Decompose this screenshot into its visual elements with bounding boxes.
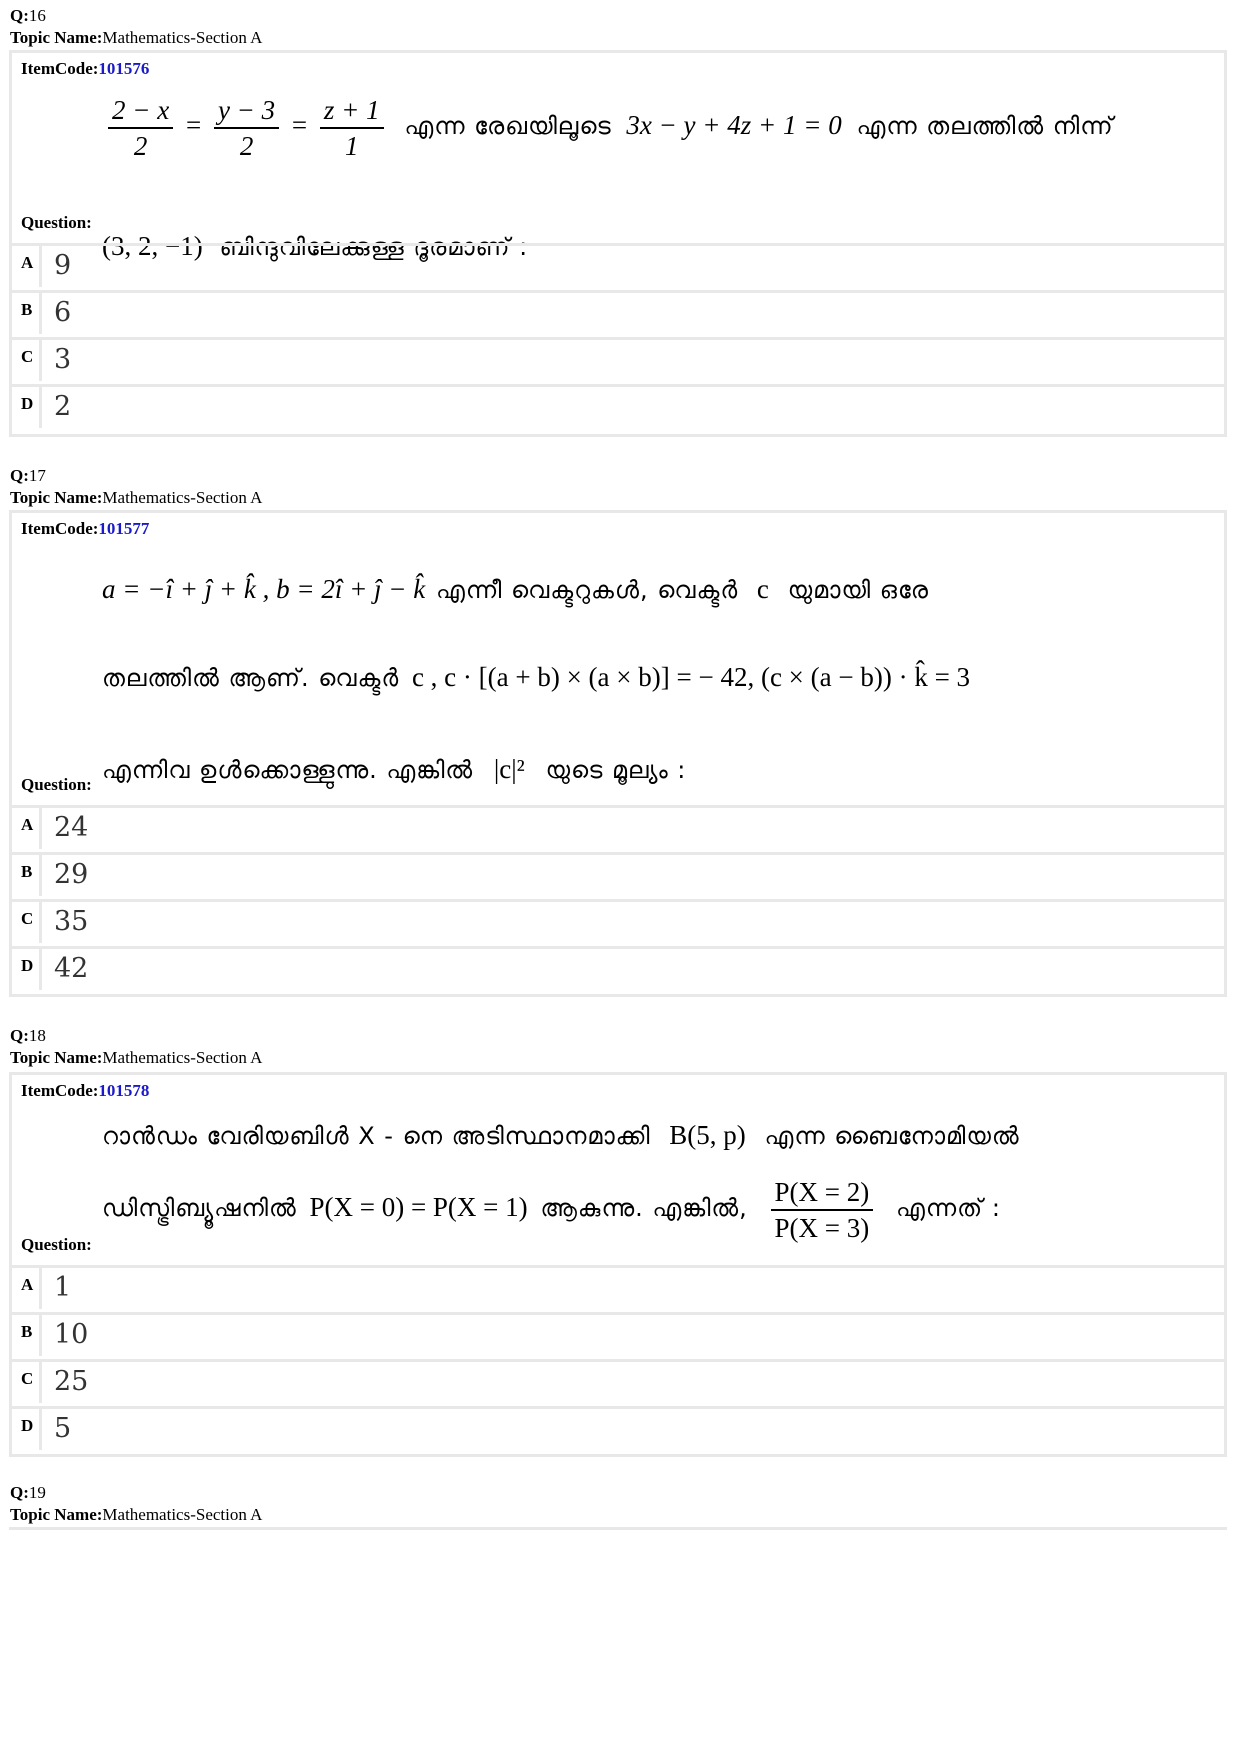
- option-c[interactable]: C 3: [12, 337, 1224, 381]
- question-header-16: [10, 5, 262, 49]
- q-label: Q:: [10, 6, 29, 25]
- question-header-17: Q:17 Topic Name:Mathematics-Section A: [10, 466, 263, 507]
- question-text: റാൻഡം വേരിയബിൾ X - നെ അടിസ്ഥാനമാക്കി B(5, p) എന്ന ബൈനോമിയൽ ഡിസ്ട്രിബ്യൂഷനിൽ P(X = 0) = P(X = 1) ആകുന്നു. എങ്കിൽ, $\frac{P(X = 2)}{P(X = 3)}$ എന്നത് :: [102, 1120, 1020, 1243]
- question-label: Question:: [21, 775, 92, 794]
- question-card-16: [9, 50, 1227, 437]
- item-code: ItemCode:101577: [21, 519, 150, 538]
- option-a[interactable]: A 24: [12, 805, 1224, 849]
- question-label: Question:: [21, 1235, 92, 1254]
- question-card-17: [9, 510, 1227, 997]
- option-d[interactable]: D 2: [12, 384, 1224, 428]
- fraction: $\frac{z + 1}{1}$: [320, 93, 384, 163]
- topic-name: Mathematics-Section A: [102, 28, 263, 47]
- option-a[interactable]: A 1: [12, 1265, 1224, 1309]
- card-top-border: [9, 1527, 1227, 1530]
- option-a[interactable]: A 9: [12, 243, 1224, 287]
- question-card-18: [9, 1072, 1227, 1457]
- option-c[interactable]: C 25: [12, 1359, 1224, 1403]
- option-d[interactable]: D 5: [12, 1406, 1224, 1450]
- option-c[interactable]: C 35: [12, 899, 1224, 943]
- question-number: 16: [28, 6, 46, 25]
- item-code: ItemCode:101576: [21, 59, 150, 78]
- question-header-19: Q:19 Topic Name:Mathematics-Section A: [10, 1483, 263, 1524]
- fraction: $\frac{P(X = 2)}{P(X = 3)}$: [771, 1175, 874, 1245]
- question-label: Question:: [21, 213, 92, 232]
- question-text: $\frac{2 - x}{2}$ = $\frac{y - 3}{2}$ = $\frac{z + 1}{1}$ എന്ന രേഖയിലൂടെ 3x − y + 4z + 1 = 0 എന്ന തലത്തിൽ നിന്ന് (3, 2, −1) ബിന്ദുവിലേക്കുള്ള ദൂരമാണ് :: [102, 95, 1114, 261]
- item-code: ItemCode:101578: [21, 1081, 150, 1100]
- fraction: $\frac{y - 3}{2}$: [214, 93, 279, 163]
- option-b[interactable]: B 10: [12, 1312, 1224, 1356]
- topic-label: Topic Name:: [10, 28, 103, 47]
- question-text: a = −î + ĵ + k̂ , b = 2î + ĵ − k̂ എന്നീ വെക്ടറുകൾ, വെക്ടർ c യുമായി ഒരേ തലത്തിൽ ആണ്. വെക്ടർ c , c · [(a + b) × (a × b)] = − 42, (c × (a − b)) · k̂ = 3 എന്നിവ ഉൾക്കൊള്ളുന്നു. എങ്കിൽ |c|² യുടെ മൂല്യം :: [102, 574, 971, 784]
- question-header-18: Q:18 Topic Name:Mathematics-Section A: [10, 1026, 263, 1067]
- option-d[interactable]: D 42: [12, 946, 1224, 990]
- option-b[interactable]: B 29: [12, 852, 1224, 896]
- option-b[interactable]: B 6: [12, 290, 1224, 334]
- fraction: $\frac{2 - x}{2}$: [108, 93, 173, 163]
